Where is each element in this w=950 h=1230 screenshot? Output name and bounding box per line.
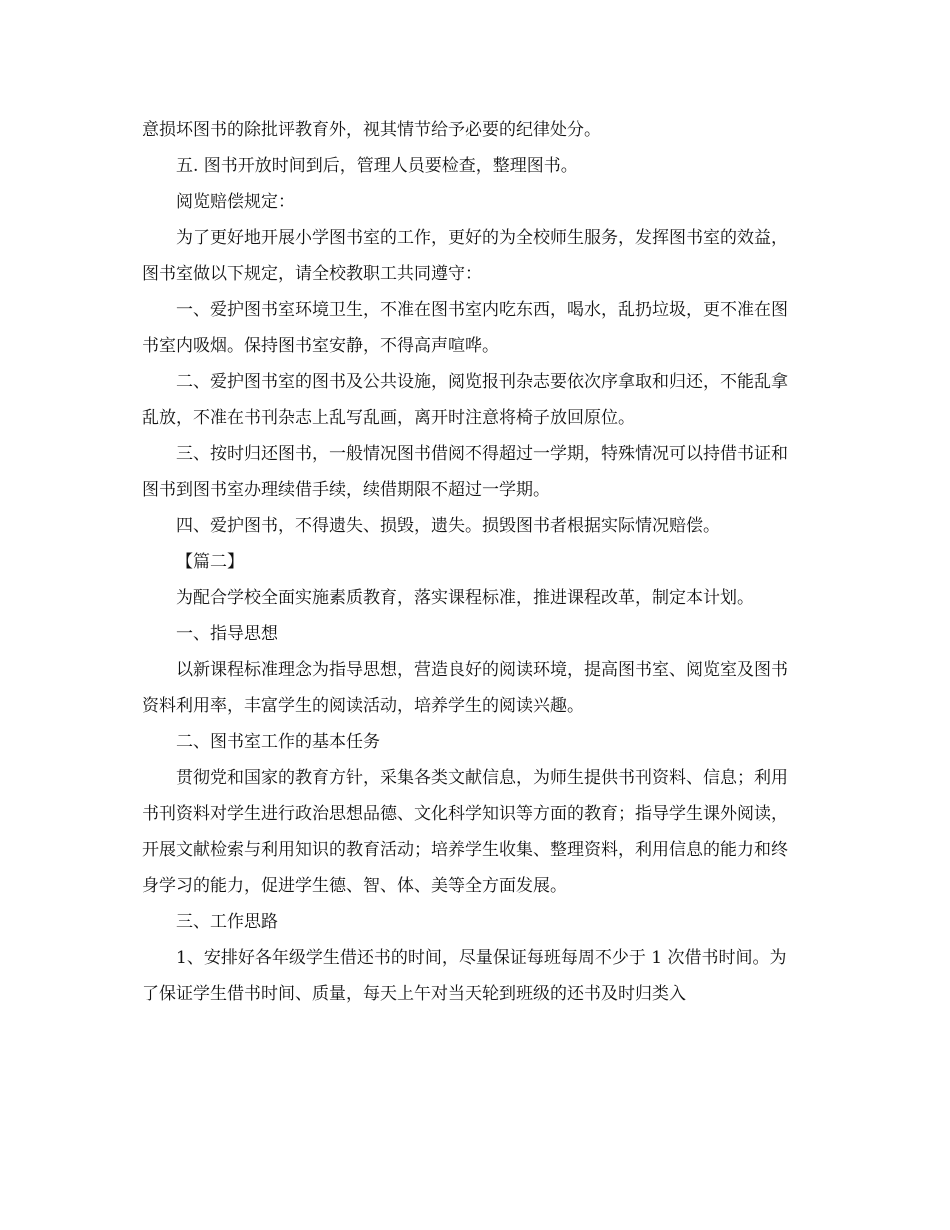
paragraph-rule-five: 五. 图书开放时间到后，管理人员要检查，整理图书。 [176, 156, 578, 176]
section-heading-compensation: 阅览赔偿规定： [176, 192, 295, 212]
section-heading-part-two: 【篇二】 [176, 552, 244, 572]
heading-basic-tasks: 二、图书室工作的基本任务 [176, 732, 380, 752]
paragraph-work-approach-one: 1、安排好各年级学生借还书的时间，尽量保证每班每周不少于 1 次借书时间。为了保证学生借书时间、质量，每天上午对当天轮到班级的还书及时归类入 [142, 948, 787, 1004]
paragraph-continuation: 意损坏图书的除批评教育外，视其情节给予必要的纪律处分。 [142, 120, 601, 140]
paragraph-rule-four: 四、爱护图书，不得遗失、损毁，遗失。损毁图书者根据实际情况赔偿。 [176, 516, 720, 536]
heading-guiding-thought: 一、指导思想 [176, 624, 278, 644]
heading-work-approach: 三、工作思路 [176, 912, 278, 932]
document-body [142, 112, 802, 1012]
paragraph-rule-one: 一、爱护图书室环境卫生，不准在图书室内吃东西，喝水，乱扔垃圾，更不准在图书室内吸烟。保持图书室安静，不得高声喧哗。 [142, 300, 788, 356]
paragraph-rule-two: 二、爱护图书室的图书及公共设施，阅览报刊杂志要依次序拿取和归还，不能乱拿乱放，不准在书刊杂志上乱写乱画，离开时注意将椅子放回原位。 [142, 372, 788, 428]
paragraph-rule-three: 三、按时归还图书，一般情况图书借阅不得超过一学期，特殊情况可以持借书证和图书到图书室办理续借手续，续借期限不超过一学期。 [142, 444, 788, 500]
paragraph-intro: 为了更好地开展小学图书室的工作，更好的为全校师生服务，发挥图书室的效益，图书室做以下规定，请全校教职工共同遵守： [142, 228, 788, 284]
paragraph-plan-intro: 为配合学校全面实施素质教育，落实课程标准，推进课程改革，制定本计划。 [176, 588, 754, 608]
paragraph-basic-tasks: 贯彻党和国家的教育方针，采集各类文献信息，为师生提供书刊资料、信息；利用书刊资料对学生进行政治思想品德、文化科学知识等方面的教育；指导学生课外阅读，开展文献检索与利用知识的教育活动；培养学生收集、整理资料，利用信息的能力和终身学习的能力，促进学生德、智、体、美等全方面发展。 [142, 768, 788, 896]
paragraph-guiding-thought: 以新课程标准理念为指导思想，营造良好的阅读环境，提高图书室、阅览室及图书资料利用率，丰富学生的阅读活动，培养学生的阅读兴趣。 [142, 660, 788, 716]
